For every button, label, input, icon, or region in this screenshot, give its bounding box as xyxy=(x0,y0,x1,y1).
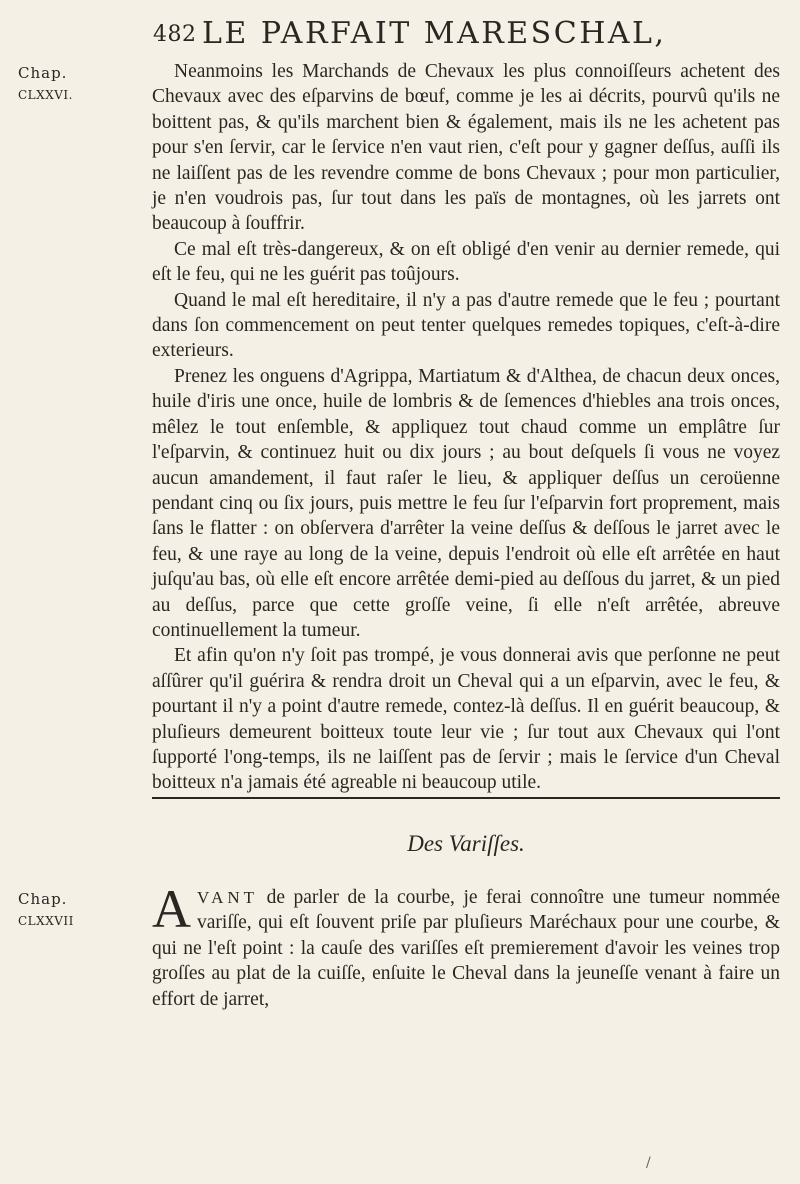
paragraph: Quand le mal eſt hereditaire, il n'y a pas d'autre remede que le feu ; pourtant dans ſon commencement on peut tenter quelques remedes topiques, c'eſt-à-dire exterieurs. xyxy=(152,289,780,362)
body-text xyxy=(152,59,780,796)
margin-chap-label: Chap. xyxy=(18,890,68,908)
paragraph: Neanmoins les Marchands de Chevaux les plus connoiſſeurs achetent des Chevaux avec des eſparvins de bœuf, comme je les ai décrits, pourvû qu'ils ne boittent pas, & qu'ils marchent bien & également, mais ils ne les achetent pas pour s'en ſervir, car le ſervice n'en vaut rien, c'eſt pour y gagner deſſus, auſſi ils ne laiſſent pas de les revendre comme de bons Chevaux ; pour mon particulier, je n'en voudrois pas, ſur tout dans les païs de montagnes, où les jarrets ont beaucoup à ſouffrir. xyxy=(152,61,780,235)
lead-word: VANT xyxy=(197,888,259,907)
page-number: 482 xyxy=(153,22,197,47)
section-paragraph: de parler de la courbe, je ferai connoître une tumeur nommée variſſe, qui eſt ſouvent priſe par pluſieurs Maréchaux pour une courbe, & qui ne l'eſt point : la cauſe des variſſes eſt premierement d'avoir les veines trop groſſes au plat de la cuiſſe, enſuite le Cheval dans la jeuneſſe venant à faire un effort de jarret, xyxy=(152,887,780,1010)
paragraph: Prenez les onguens d'Agrippa, Martiatum & d'Althea, de chacun deux onces, huile d'iris une once, huile de lombris & de ſemences d'hiebles ana trois onces, mêlez le tout enſemble, & appliquez tout chaud comme un emplâtre ſur l'eſparvin, & continuez huit ou dix jours ; au bout deſquels ſi vous ne voyez aucun amandement, il faut raſer le lieu, & appliquer deſſus un ceroüenne pendant cinq ou ſix jours, puis mettre le feu ſur l'eſparvin fort proprement, mais ſans le flatter : on obſervera d'arrêter la veine deſſus & deſſous le jarret avec le feu, & une raye au long de la veine, depuis l'endroit où elle eſt arrêtée en haut juſqu'au bas, où elle eſt encore arrêtée demi-pied au deſſous du jarret, & un pied au deſſus, parce que cette groſſe veine, ſi elle n'eſt arrêtée, abreuve continuellement la tumeur. xyxy=(152,365,780,641)
section-title: Des Variſſes. xyxy=(407,831,525,856)
drop-capital: A xyxy=(152,879,191,939)
section-body xyxy=(152,879,780,1012)
paragraph: Et afin qu'on n'y ſoit pas trompé, je vous donnerai avis que perſonne ne peut aſſûrer qu'il guérira & rendra droit un Cheval qui a un eſparvin, avec le feu, & pourtant il n'y a point d'autre remede, contez-là deſſus. Il en guérit beaucoup, & pluſieurs demeurent boitteux toute leur vie ; ſur tout aux Chevaux qui l'ont ſupporté l'ong-temps, ils ne laiſſent pas de ſervir ; mais le ſervice d'un Cheval boitteux n'a jamais été agreable ni beaucoup utile. xyxy=(152,645,780,794)
margin-chap-number: CLXXVII xyxy=(18,914,74,928)
paragraph: Ce mal eſt très-dangereux, & on eſt obligé d'en venir au dernier remede, qui eſt le feu, qui ne les guérit pas toûjours. xyxy=(152,238,780,286)
margin-note-chapter-176 xyxy=(18,62,73,106)
stray-mark: / xyxy=(646,1155,651,1171)
margin-chap-number: CLXXVI. xyxy=(18,88,73,102)
margin-note-chapter-177 xyxy=(18,888,74,932)
section-divider xyxy=(152,797,780,799)
running-title: LE PARFAIT MARESCHAL, xyxy=(202,16,667,51)
page-header xyxy=(0,14,800,54)
margin-chap-label: Chap. xyxy=(18,64,68,82)
